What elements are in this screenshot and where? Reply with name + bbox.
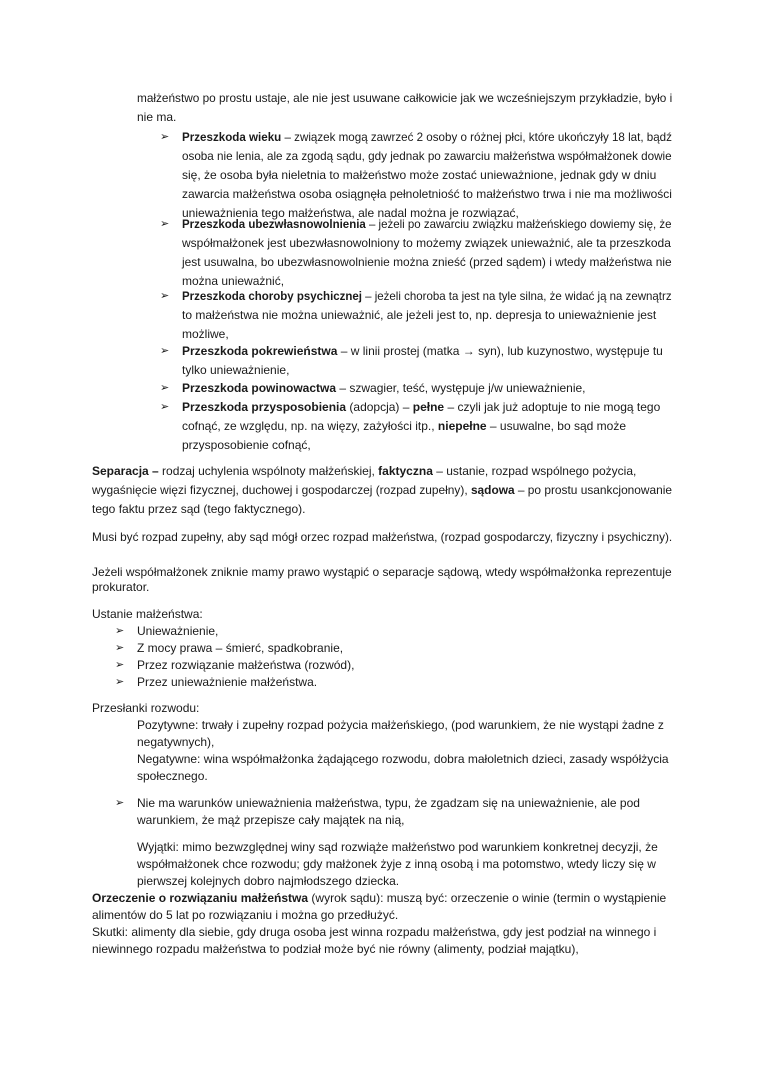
arrow-bullet-icon: ➢ [115, 659, 125, 671]
impediment-text: jest usuwalna, bo ubezwłasnowolnienie można znieść (przed sądem) i wtedy małżeństwa nie [182, 255, 672, 269]
impediment-text: – jeżeli choroba ta jest na tyle silna, że widać ją na zewnątrz [361, 289, 672, 303]
impediment-text: to małżeństwa nie można unieważnić, ale jeżeli jest to, np. depresja to unieważnienie jest [182, 308, 657, 322]
paragraph-text: – po prostu usankcjonowanie [514, 483, 673, 497]
impediment-text: – w linii prostej (matka [337, 344, 463, 358]
arrow-bullet-icon: ➢ [115, 642, 125, 654]
paragraph-line: pierwszej kolejnych dobro najmłodszego dziecka. [137, 874, 400, 888]
paragraph-line: nie ma. [137, 110, 177, 124]
paragraph-line: niewinnego rozpadu małżeństwa to podział może być nie równy (alimenty, podział majątku), [92, 942, 579, 956]
paragraph-text: – ustanie, rozpad wspólnego pożycia, [432, 464, 637, 478]
impediment-text: współmałżonek jest ubezwłasnowolniony to możemy związek unieważnić, ale ta przeszkoda [182, 236, 671, 250]
impediment-title: Przeszkoda ubezwłasnowolnienia [182, 217, 366, 231]
right-arrow-icon: → [462, 344, 475, 358]
impediment-text: przysposobienie cofnąć, [182, 438, 311, 452]
impediment-text: – czyli jak już adoptuje to nie mogą tego [444, 400, 661, 414]
impediment-title: Przeszkoda powinowactwa [182, 381, 337, 395]
bold-term: sądowa [470, 483, 515, 497]
bold-term: Separacja – [92, 464, 159, 478]
impediment-pokrewienstwo [182, 342, 663, 361]
impediment-text: tylko unieważnienie, [182, 363, 290, 377]
impediment-text: się, że osoba była nieletnia to małżeństwo może zostać unieważnione, jednak gdy w dniu [182, 168, 657, 182]
paragraph-line: alimentów do 5 lat po rozwiązaniu i można go przedłużyć. [92, 908, 399, 922]
paragraph-line: Wyjątki: mimo bezwzględnej winy sąd rozwiąże małżeństwo pod warunkiem konkretnej decyzji, że [137, 840, 658, 854]
arrow-bullet-icon: ➢ [160, 290, 170, 302]
paragraph-line: Musi być rozpad zupełny, aby sąd mógł orzec rozpad małżeństwa, (rozpad gospodarczy, fizyczny i psychiczny). [92, 530, 673, 544]
impediment-choroba [182, 287, 672, 306]
arrow-bullet-icon: ➢ [115, 625, 125, 637]
impediment-text: unieważnienia tego małżeństwa, ale nadal można je rozwiązać, [182, 206, 519, 220]
impediment-text: osoba nie lenia, ale za zgodą sądu, gdy jednak po zawarciu małżeństwa współmałżonek dowie [182, 149, 672, 163]
separacja-line [92, 462, 636, 481]
list-item: Przez unieważnienie małżeństwa. [137, 675, 318, 689]
separacja-line [92, 481, 672, 500]
paragraph-line: prokurator. [92, 580, 150, 594]
paragraph-line: warunkiem, że mąż przepisze cały majątek na nią, [137, 813, 405, 827]
impediment-text: zawarcia małżeństwa osoba osiągnęła pełnoletniość to małżeństwo trwa i nie ma możliwości [182, 187, 672, 201]
paragraph-text: rodzaj uchylenia wspólnoty małżeńskiej, [158, 464, 379, 478]
bold-term: pełne [412, 400, 445, 414]
impediment-text: cofnąć, ze względu, np. na więzy, zażyłości itp., [182, 419, 438, 433]
impediment-text: – usuwalne, bo sąd może [486, 419, 627, 433]
paragraph-text: (wyrok sądu): muszą być: orzeczenie o winie (termin o wystąpienie [308, 891, 667, 905]
arrow-bullet-icon: ➢ [160, 345, 170, 357]
impediment-title: Przeszkoda choroby psychicznej [182, 289, 362, 303]
impediment-title: Przeszkoda pokrewieństwa [182, 344, 338, 358]
paragraph-line: negatywnych), [137, 735, 215, 749]
impediment-text: – jeżeli po zawarciu związku małżeńskiego dowiemy się, że [365, 217, 672, 231]
impediment-text: – związek mogą zawrzeć 2 osoby o różnej płci, które ukończyły 18 lat, bądź [281, 130, 672, 144]
section-heading: Ustanie małżeństwa: [92, 607, 203, 621]
impediment-text: możliwe, [182, 327, 229, 341]
impediment-text-line [182, 417, 626, 436]
arrow-bullet-icon: ➢ [160, 218, 170, 230]
impediment-powinowactwo [182, 379, 586, 398]
arrow-bullet-icon: ➢ [115, 797, 125, 809]
list-item: Przez rozwiązanie małżeństwa (rozwód), [137, 658, 355, 672]
paragraph-line: Pozytywne: trwały i zupełny rozpad pożycia małżeńskiego, (pod warunkiem, że nie wystąpi żadne z [137, 718, 664, 732]
impediment-ubezwlasnowolnienie [182, 215, 672, 234]
paragraph-line: Negatywne: wina współmałżonka żądającego rozwodu, dobra małoletnich dzieci, zasady współżycia [137, 752, 669, 766]
arrow-bullet-icon: ➢ [160, 382, 170, 394]
impediment-wiek [182, 128, 672, 147]
section-heading: Przesłanki rozwodu: [92, 701, 200, 715]
paragraph-line: współmałżonek chce rozwodu; gdy małżonek żyje z inną osobą i ma potomstwo, wtedy liczy się w [137, 857, 656, 871]
list-item: Unieważnienie, [137, 624, 219, 638]
paragraph-line: tego faktu przez sąd (tego faktycznego). [92, 502, 306, 516]
arrow-bullet-icon: ➢ [160, 131, 170, 143]
paragraph-line: Jeżeli współmałżonek zniknie mamy prawo wystąpić o separacje sądową, wtedy współmałżonka reprezentuje [92, 565, 672, 579]
arrow-bullet-icon: ➢ [160, 401, 170, 413]
bold-term: niepełne [437, 419, 487, 433]
paragraph-line: Skutki: alimenty dla siebie, gdy druga osoba jest winna rozpadu małżeństwa, gdy jest podział na winnego i [92, 925, 657, 939]
paragraph-text: wygaśnięcie więzi fizycznej, duchowej i gospodarczej (rozpad zupełny), [92, 483, 471, 497]
impediment-text: syn), lub kuzynostwo, występuje tu [474, 344, 663, 358]
impediment-text: – szwagier, teść, występuje j/w unieważnienie, [336, 381, 586, 395]
impediment-title: Przeszkoda wieku [182, 130, 282, 144]
paragraph-line: Nie ma warunków unieważnienia małżeństwa, typu, że zgadzam się na unieważnienie, ale pod [137, 796, 640, 810]
paragraph-line: małżeństwo po prostu ustaje, ale nie jest usuwane całkowicie jak we wcześniejszym przykładzie, było i [137, 91, 673, 105]
bold-term: faktyczna [378, 464, 433, 478]
impediment-title: Przeszkoda przysposobienia [182, 400, 347, 414]
arrow-bullet-icon: ➢ [115, 676, 125, 688]
bold-term: Orzeczenie o rozwiązaniu małżeństwa [92, 891, 309, 905]
impediment-text: (adopcja) – [346, 400, 413, 414]
impediment-przysposobienie [182, 398, 660, 417]
impediment-text: można unieważnić, [182, 274, 285, 288]
paragraph-line: społecznego. [137, 769, 208, 783]
list-item: Z mocy prawa – śmierć, spadkobranie, [137, 641, 344, 655]
